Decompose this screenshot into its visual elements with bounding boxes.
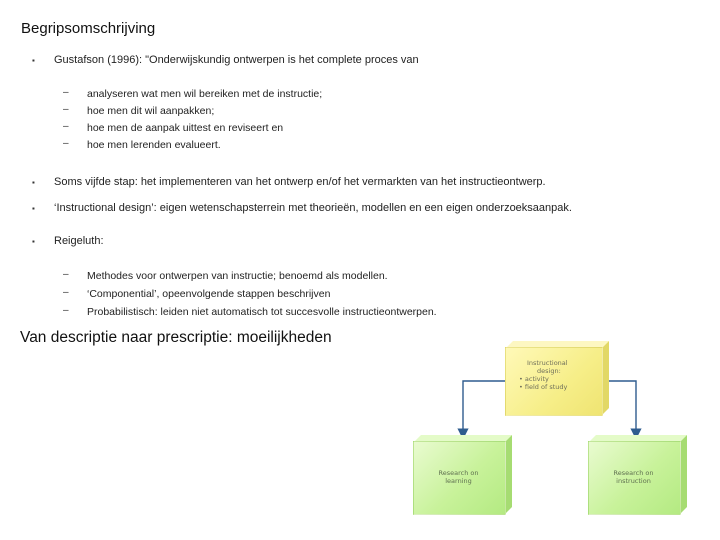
box-line: • activity bbox=[519, 375, 549, 383]
arrow-to-learning bbox=[463, 381, 508, 434]
sub-item-methodes: Methodes voor ontwerpen van instructie; benoemd als modellen. bbox=[87, 270, 388, 282]
bullet-marker: ▪ bbox=[32, 237, 35, 246]
dash-marker: – bbox=[63, 104, 69, 115]
box-line: • field of study bbox=[519, 383, 568, 391]
bullet-gustafson: Gustafson (1996): "Onderwijskundig ontwerpen is het complete proces van bbox=[54, 54, 419, 66]
dash-marker: – bbox=[63, 138, 69, 149]
sub-item-componential: ‘Componential’, opeenvolgende stappen beschrijven bbox=[87, 288, 331, 300]
bullet-marker: ▪ bbox=[32, 178, 35, 187]
box-research-instruction bbox=[588, 435, 687, 515]
sub-item-analyseren: analyseren wat men wil bereiken met de instructie; bbox=[87, 88, 323, 100]
box-line: Research on bbox=[613, 469, 654, 477]
sub-item-uittest: hoe men de aanpak uittest en reviseert en bbox=[87, 122, 284, 134]
dash-marker: – bbox=[63, 305, 69, 316]
bullet-reigeluth: Reigeluth: bbox=[54, 235, 104, 247]
box-line: instruction bbox=[616, 477, 651, 485]
box-line: learning bbox=[445, 477, 472, 485]
slide-title: Begripsomschrijving bbox=[21, 20, 156, 37]
bullet-vijfde-stap: Soms vijfde stap: het implementeren van het ontwerp en/of het vermarkten van het instructieontwerp. bbox=[54, 176, 546, 188]
sub-item-evalueert: hoe men lerenden evalueert. bbox=[87, 139, 221, 151]
bullet-marker: ▪ bbox=[32, 56, 35, 65]
bullet-marker: ▪ bbox=[32, 204, 35, 213]
box-research-learning bbox=[413, 435, 512, 515]
box-line: design: bbox=[537, 367, 561, 375]
sub-item-probabilistisch: Probabilistisch: leiden niet automatisch tot succesvolle instructieontwerpen. bbox=[87, 306, 437, 318]
dash-marker: – bbox=[63, 287, 69, 298]
dash-marker: – bbox=[63, 269, 69, 280]
bullet-instructional-design: ‘Instructional design’: eigen wetenschapsterrein met theorieën, modellen en een eigen onderzoeksaanpak. bbox=[54, 202, 572, 214]
box-line: Instructional bbox=[527, 359, 568, 367]
box-line: Research on bbox=[438, 469, 479, 477]
dash-marker: – bbox=[63, 87, 69, 98]
section-heading: Van descriptie naar prescriptie: moeilijkheden bbox=[20, 329, 332, 346]
box-instructional-design bbox=[505, 341, 609, 416]
dash-marker: – bbox=[63, 121, 69, 132]
sub-item-aanpakken: hoe men dit wil aanpakken; bbox=[87, 105, 215, 117]
